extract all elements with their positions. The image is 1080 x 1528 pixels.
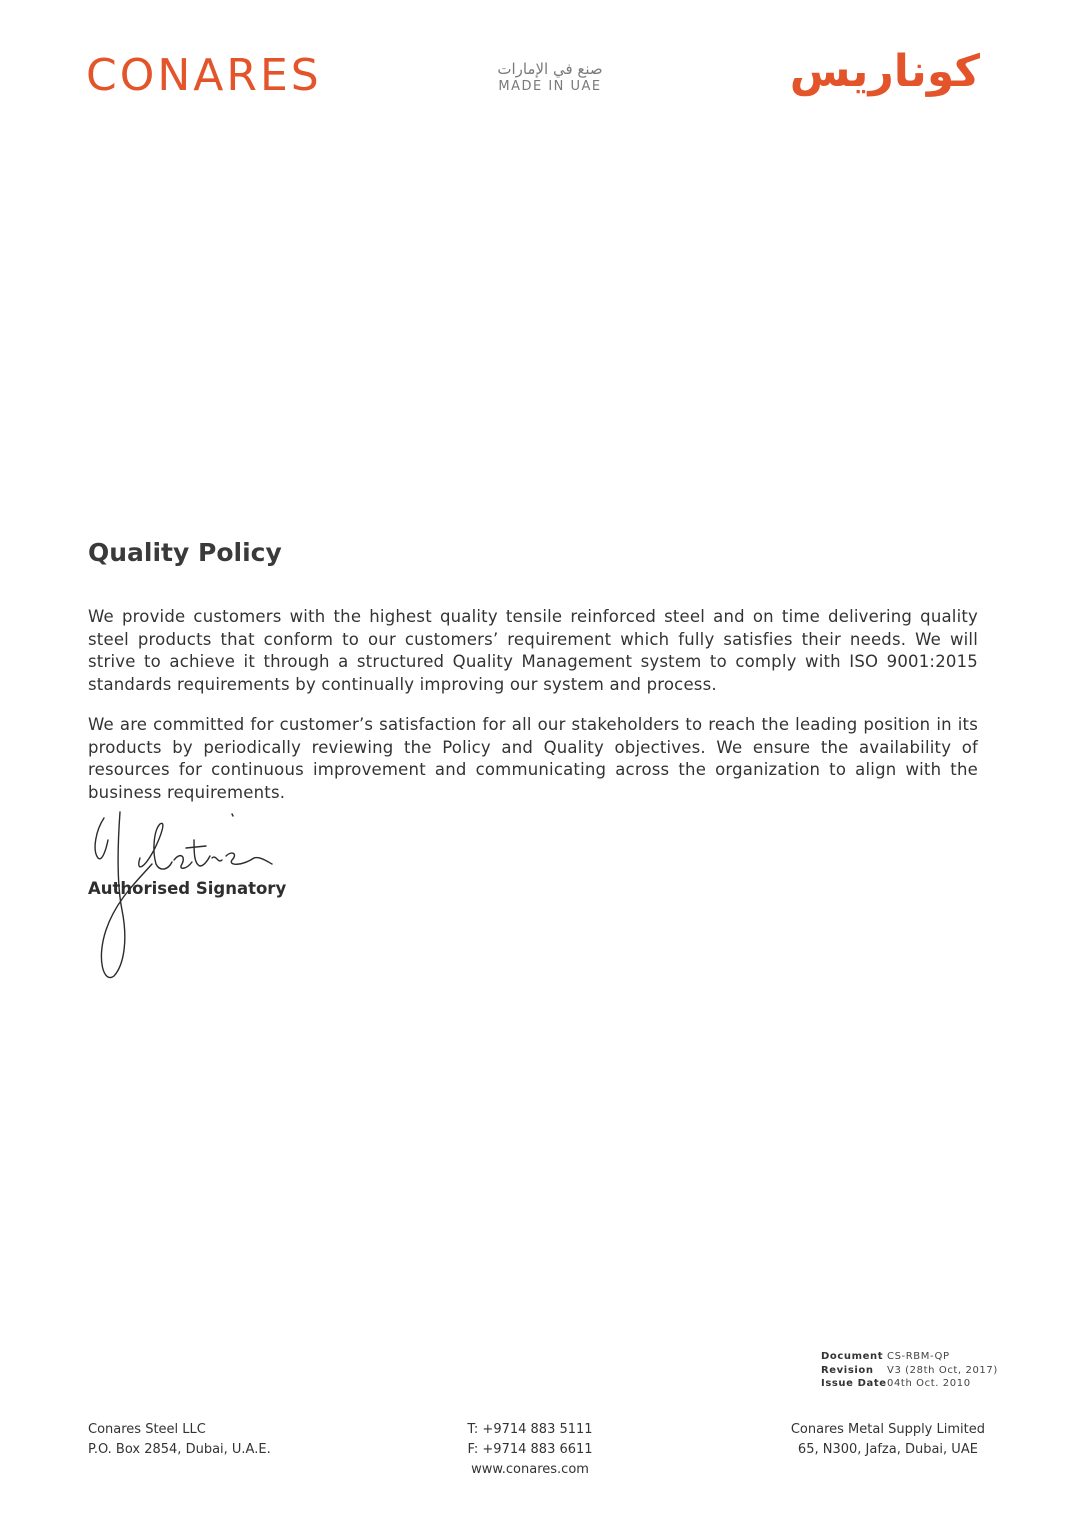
page-title: Quality Policy (88, 538, 282, 567)
made-in-uae-mark (480, 60, 620, 96)
footer-metal-supply-location: 65, N300, Jafza, Dubai, UAE (797, 1442, 978, 1457)
issue-date-row (821, 1377, 998, 1391)
footer-website-link[interactable]: www.conares.com (471, 1462, 589, 1477)
made-in-arabic: صنع في الإمارات (497, 60, 603, 78)
footer-company-name: Conares Steel LLC (88, 1422, 206, 1437)
footer-phone: T: +9714 883 5111 (467, 1422, 593, 1437)
footer-po-box: P.O. Box 2854, Dubai, U.A.E. (88, 1442, 271, 1457)
made-in-english: MADE IN UAE (498, 79, 602, 94)
brand-logo-arabic: كوناريس (789, 46, 980, 97)
document-row (821, 1350, 998, 1364)
issue-date-value: 04th Oct. 2010 (887, 1378, 971, 1389)
issue-date-label: Issue Date (821, 1378, 887, 1389)
policy-paragraph-1: We provide customers with the highest quality tensile reinforced steel and on time delivering quality steel products that conform to our customers’ requirement which fully satisfies their needs. We will strive to achieve it through a structured Quality Management system to comply with ISO 9001:2015 standards requirements by continually improving our system and process. (88, 607, 978, 695)
revision-row (821, 1364, 998, 1378)
footer-company-address (88, 1420, 271, 1460)
document-label: Document (821, 1351, 884, 1362)
footer-metal-supply-address (791, 1420, 985, 1460)
policy-paragraph-2: We are committed for customer’s satisfaction for all our stakeholders to reach the leading position in its products by periodically reviewing the Policy and Quality objectives. We ensure the availability of resources for continuous improvement and communicating across the organization to align with the business requirements. (88, 715, 978, 803)
footer-fax: F: +9714 883 6611 (467, 1442, 593, 1457)
footer-contact (440, 1420, 620, 1480)
document-value: CS-RBM-QP (887, 1351, 950, 1362)
authorised-signatory-label: Authorised Signatory (88, 879, 287, 898)
document-info (821, 1350, 998, 1391)
revision-label: Revision (821, 1364, 874, 1376)
footer-metal-supply-name: Conares Metal Supply Limited (790, 1422, 985, 1437)
revision-value: V3 (28th Oct, 2017) (887, 1364, 998, 1376)
brand-logo-english: CONARES (86, 50, 322, 101)
